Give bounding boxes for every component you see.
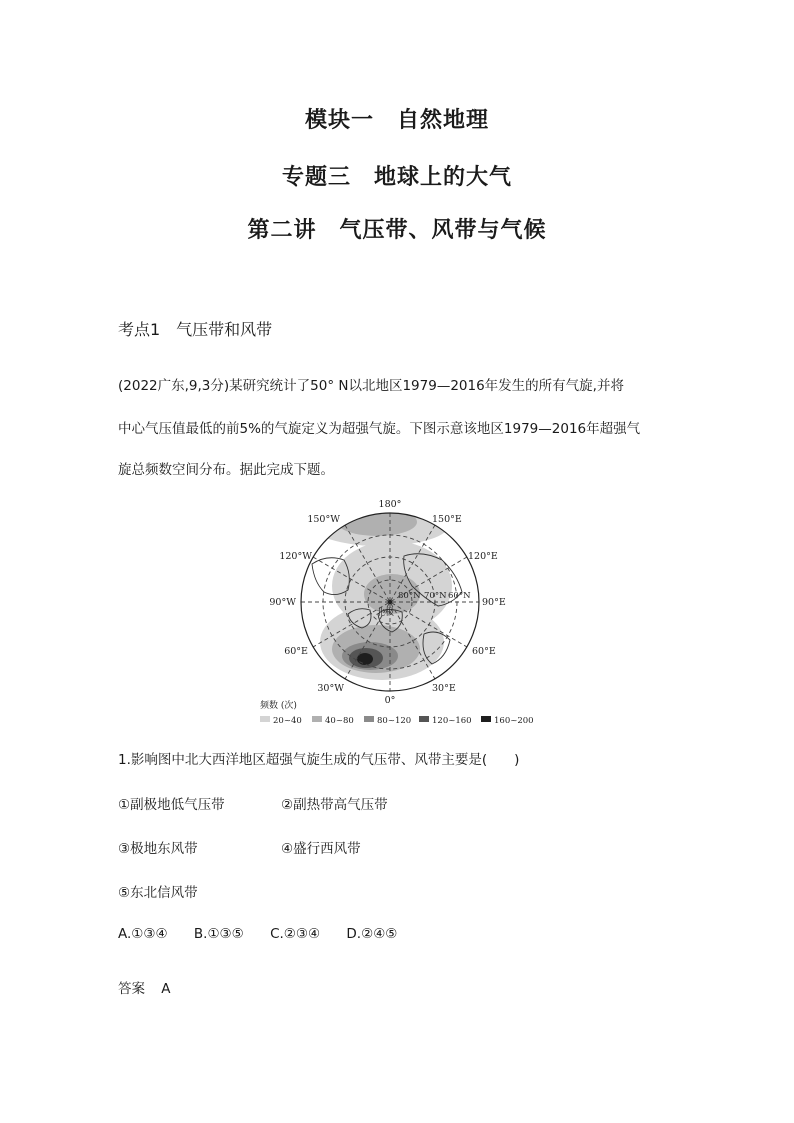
passage-line-1: (2022广东,9,3分)某研究统计了50° N以北地区1979—2016年发生的所有气旋,并将 [118,378,624,394]
legend-label: 120~160 [432,716,472,726]
label-150e: 150°E [432,514,462,525]
label-0: 0° [384,695,396,706]
label-north-pole: 北极 [376,608,395,618]
answer [118,977,171,997]
legend-swatch [481,716,491,722]
choice-d: D.②④⑤ [346,926,398,942]
label-120w: 120°W [279,551,312,562]
answer-choices [118,926,419,942]
topic-title: 专题三 地球上的大气 [281,165,512,190]
passage-line-3: 旋总频数空间分布。据此完成下题。 [118,462,334,478]
label-150w: 150°W [307,514,340,525]
label-30w: 30°W [317,683,344,694]
legend-swatch [364,716,374,722]
statement-2: ②副热带高气压带 [281,797,388,813]
legend [260,716,534,726]
choice-a: A.①③④ [118,926,168,942]
legend-label: 80~120 [377,716,412,726]
label-180: 180° [378,499,402,510]
polar-map-svg [252,494,542,728]
label-80n: 80°N [398,591,421,601]
legend-swatch [260,716,270,722]
legend-swatch [419,716,429,722]
section-heading: 考点1 气压带和风带 [118,320,273,339]
statement-4: ④盛行西风带 [281,841,361,857]
answer-value: A [161,981,171,997]
label-60w: 60°E [284,646,308,657]
label-90e: 90°E [482,597,506,608]
choice-c: C.②③④ [270,926,321,942]
label-30e: 30°E [432,683,456,694]
answer-label: 答案 [118,981,145,997]
legend-label: 40~80 [325,716,354,726]
statement-5: ⑤东北信风带 [118,885,198,901]
statement-3: ③极地东风带 [118,841,198,857]
label-60e: 60°E [472,646,496,657]
legend-label: 160~200 [494,716,534,726]
cyclone-frequency-map [252,494,542,728]
statement-1: ①副极地低气压带 [118,797,225,813]
module-title: 模块一 自然地理 [304,108,489,133]
label-120e: 120°E [468,551,498,562]
north-pole-dot [388,600,392,604]
label-70n: 70°N [424,591,447,601]
label-90w: 90°W [269,597,296,608]
legend-title: 频数 (次) [260,701,297,711]
question-stem: 1.影响图中北大西洋地区超强气旋生成的气压带、风带主要是( ) [118,752,520,768]
label-60n: 60°N [448,591,471,601]
legend-swatch [312,716,322,722]
choice-b: B.①③⑤ [193,926,244,942]
passage-line-2: 中心气压值最低的前5%的气旋定义为超强气旋。下图示意该地区1979—2016年超强气 [118,421,641,437]
lecture-title: 第二讲 气压带、风带与气候 [247,218,547,243]
legend-label: 20~40 [273,716,302,726]
